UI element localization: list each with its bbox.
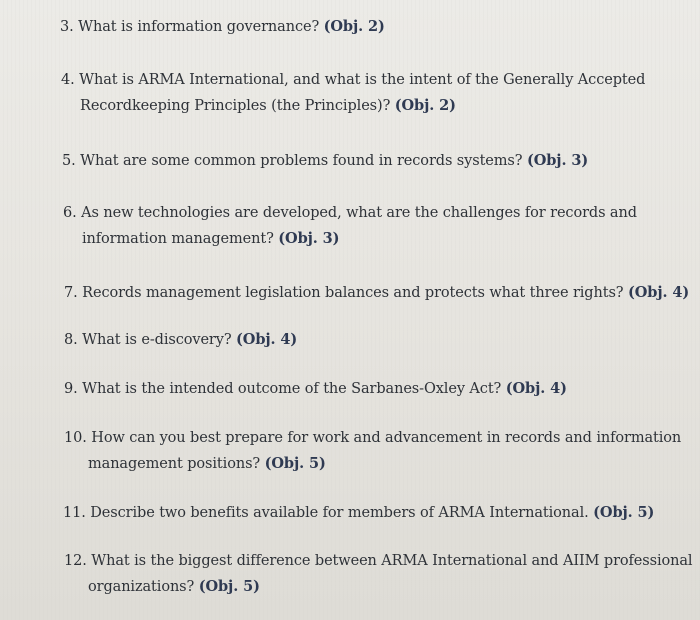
question-number: 9. xyxy=(64,381,78,397)
question-text: Describe two benefits available for members of ARMA International. xyxy=(90,505,589,521)
question-line xyxy=(63,226,700,251)
question-number: 8. xyxy=(64,332,78,348)
objective-ref: (Obj. 2) xyxy=(394,97,456,114)
objective-ref: (Obj. 4) xyxy=(236,331,298,348)
question-8 xyxy=(64,327,700,352)
question-4 xyxy=(61,68,700,118)
question-text: management positions? xyxy=(88,456,261,472)
question-line xyxy=(64,280,700,305)
question-line xyxy=(63,500,700,525)
question-number: 4. xyxy=(61,72,75,88)
question-number: 3. xyxy=(60,19,74,35)
question-text: What is e-discovery? xyxy=(82,332,232,348)
question-5 xyxy=(62,148,700,173)
question-line xyxy=(62,148,700,173)
question-7 xyxy=(64,280,700,305)
question-text: information management? xyxy=(82,231,274,247)
question-number: 12. xyxy=(64,553,87,569)
question-number: 5. xyxy=(62,153,76,169)
question-text: How can you best prepare for work and advancement in records and information xyxy=(91,430,682,446)
question-number: 6. xyxy=(63,205,77,221)
question-10 xyxy=(64,426,700,476)
question-6 xyxy=(63,201,700,251)
objective-ref: (Obj. 2) xyxy=(323,18,385,35)
question-text: What is information governance? xyxy=(78,19,320,35)
objective-ref: (Obj. 5) xyxy=(198,578,260,595)
objective-ref: (Obj. 4) xyxy=(505,380,567,397)
question-line xyxy=(64,451,700,476)
question-text: What is the intended outcome of the Sarbanes-Oxley Act? xyxy=(82,381,502,397)
question-line xyxy=(64,327,700,352)
objective-ref: (Obj. 3) xyxy=(526,152,589,169)
question-text: organizations? xyxy=(88,579,195,595)
question-text: Recordkeeping Principles (the Principles)? xyxy=(80,98,391,114)
question-line xyxy=(64,376,700,401)
objective-ref: (Obj. 5) xyxy=(593,504,655,521)
question-number: 7. xyxy=(64,285,78,301)
question-11 xyxy=(63,500,700,525)
question-text: What are some common problems found in records systems? xyxy=(80,153,523,169)
question-line xyxy=(60,14,700,39)
objective-ref: (Obj. 4) xyxy=(628,284,690,301)
question-text: What is ARMA International, and what is the intent of the Generally Accepted xyxy=(79,72,646,88)
objective-ref: (Obj. 3) xyxy=(278,230,340,247)
question-9 xyxy=(64,376,700,401)
question-text: What is the biggest difference between ARMA International and AIIM professional xyxy=(91,553,693,569)
objective-ref: (Obj. 5) xyxy=(264,455,326,472)
question-line xyxy=(64,426,700,451)
question-number: 10. xyxy=(64,430,87,446)
question-line xyxy=(64,549,700,574)
question-3 xyxy=(60,14,700,39)
question-line xyxy=(61,68,700,93)
question-text: Records management legislation balances and protects what three rights? xyxy=(82,285,624,301)
question-line xyxy=(64,574,700,599)
question-line xyxy=(63,201,700,226)
question-number: 11. xyxy=(63,505,86,521)
question-text: As new technologies are developed, what are the challenges for records and xyxy=(81,205,637,221)
question-line xyxy=(61,93,700,118)
question-12 xyxy=(64,549,700,599)
